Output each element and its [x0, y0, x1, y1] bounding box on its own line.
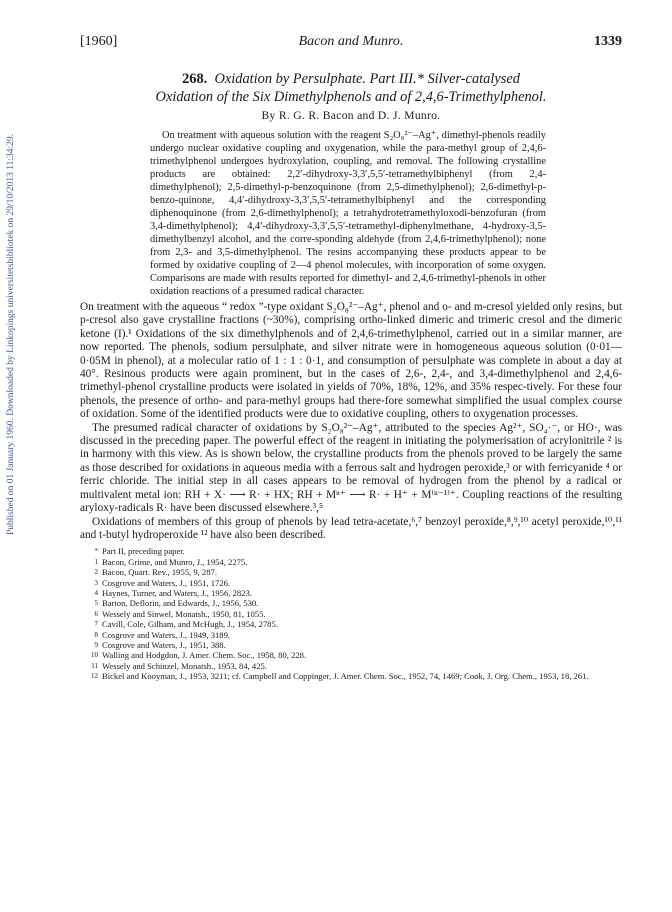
running-header: [80, 34, 622, 52]
footnote-mark: 3: [94, 578, 98, 587]
header-page-number: 1339: [594, 34, 622, 49]
footnote-mark: 1: [94, 557, 98, 566]
footnote-text: Haynes, Turner, and Waters, J., 1956, 2823.: [102, 587, 252, 598]
footnote: [88, 567, 622, 577]
footnote-text: Part II, preceding paper.: [102, 546, 185, 557]
footnote-text: Bacon, Grime, and Munro, J., 1954, 2275.: [102, 556, 248, 567]
footnote-text: Wessely and Schinzel, Monatsh., 1953, 84, 425.: [102, 660, 267, 671]
footnote-mark: 6: [94, 609, 98, 618]
article-number: 268.: [182, 71, 208, 87]
footnote-text: Cosgrove and Waters, J., 1951, 388.: [102, 639, 226, 650]
footnote-text: Bickel and Kooyman, J., 1953, 3211; cf. Campbell and Coppinger, J. Amer. Chem. Soc., 1952, 74, 1469; Cook, J. Org. Chem., 1953, 18, 261.: [102, 671, 589, 682]
footnote-mark: 5: [94, 599, 98, 608]
footnote-text: Cosgrove and Waters, J., 1949, 3189.: [102, 629, 231, 640]
footnote-mark: 10: [91, 651, 98, 660]
footnote: [88, 640, 622, 650]
footnote: [88, 661, 622, 671]
footnote: [88, 671, 622, 681]
footnote-mark: 11: [91, 661, 98, 670]
paragraph: Oxidations of members of this group of phenols by lead tetra-acetate,⁶,⁷ benzoyl peroxide,⁸,⁹,¹⁰ acetyl peroxide,¹⁰,¹¹ and t-butyl hydroperoxide ¹² have also been described.: [80, 515, 622, 541]
footnote-mark: 4: [94, 588, 98, 597]
footnote-text: Cosgrove and Waters, J., 1951, 1726.: [102, 577, 231, 588]
footnote: [88, 650, 622, 660]
footnote-mark: 2: [94, 568, 98, 577]
title-line-1: Oxidation by Persulphate. Part III.* Silver-catalysed: [214, 71, 520, 87]
header-year: [1960]: [80, 34, 118, 49]
footnote-mark: *: [94, 547, 98, 556]
footnote-mark: 9: [94, 640, 98, 649]
footnote: [88, 557, 622, 567]
download-watermark: Published on 01 January 1960. Downloaded by Linkopings universitetsbibliotek on 29/10/2013 11:34:29.: [6, 134, 16, 536]
paragraph: The presumed radical character of oxidations by S₂O₈²⁻–Ag⁺, attributed to the species Ag²⁺, SO₄·⁻, or HO·, was discussed in the preceding paper. The powerful effect of the reagent in initiating the polymerisation of acrylonitrile ² is in harmony with this view. As is shown below, the crystalline products from the phenols proved to be largely the same as those described for oxidations in aqueous media with a ferrous salt and hydrogen peroxide,³ or with ferricyanide ⁴ or ferric chloride. The initial step in all cases appears to be removal of hydrogen from the phenol by a radical or multivalent metal ion: RH + X· ⟶ R· + HX; RH + Mⁿ⁺ ⟶ R· + H⁺ + M⁽ⁿ⁻¹⁾⁺. Coupling reactions of the resulting aryloxy-radicals R· have been discussed elsewhere.³,⁵: [80, 421, 622, 515]
footnote: [88, 546, 622, 556]
header-running-title: Bacon and Munro.: [298, 34, 404, 49]
abstract: On treatment with aqueous solution with the reagent S₂O₈²⁻–Ag⁺, dimethyl-phenols readily undergo nuclear oxidative coupling and oxygenation, while the para-methyl group of 2,4,6-trimethylphenol undergoes hydroxylation, coupling, and removal. The following crystalline products are obtained: 2,2′-dihydroxy-3,3′,5,5′-tetramethylbiphenyl (from 2,4-dimethylphenol); 2,5-dimethyl-p-benzoquinone (from 2,5-dimethylphenol); 2,6-dimethyl-p-benzo-quinone, 4,4′-dihydroxy-3,3′,5,5′-tetramethylbiphenyl and the corresponding diphenoquinone (from 2,6-dimethylphenol); a tetrahydrotetramethyloxodi-benzofuran (from 3,4-dimethylphenol); 4,4′-dihydroxy-3,3′,5,5′-tetramethyl-diphenylmethane, 4-hydroxy-3,5-dimethylbenzyl alcohol, and the corre-sponding aldehyde (from 2,4,6-trimethylphenol); none from 2,3- and 3,5-dimethylphenol. The resins accompanying these products appear to be formed by oxidative coupling of 2—4 phenol molecules, with incorporation of some oxygen. Comparisons are made with results reported for dimethyl- and 2,4,6-trimethyl-phenols in other oxidation reactions of a presumed radical character.: [150, 130, 546, 297]
footnote-mark: 7: [94, 620, 98, 629]
footnote-mark: 12: [91, 672, 98, 681]
footnote: [88, 619, 622, 629]
article-title: [80, 70, 622, 106]
paragraph: On treatment with the aqueous “ redox ”-type oxidant S₂O₈²⁻–Ag⁺, phenol and o- and m-cresol yielded only resins, but p-cresol also gave crystalline fractions (~30%), comprising ortho-linked dimeric and trimeric cresol and the dimeric ketone (I).¹ Oxidations of the six dimethylphenols and of 2,4,6-trimethylphenol, carried out in a similar manner, are now reported. The phenols, sodium persulphate, and silver nitrate were in homogeneous aqueous solution (0·01—0·05M in phenol), at a molecular ratio of 1 : 1 : 0·1, and consumption of persulphate was complete in about a day at 40°. Resinous products were again prominent, but in the cases of 2,6-, 2,4-, and 3,4-dimethylphenol and 2,4,6-trimethyl-phenol crystalline products were isolated in yields of 70%, 18%, 12%, and 35% respec-tively. For these four phenols, the presence of ortho- and para-methyl groups had there-fore somewhat simplified the usual complex course of oxidation. Some of the identified products were due to oxidative coupling, others to oxygenation processes.: [80, 301, 622, 421]
footnote-text: Bacon, Quart. Rev., 1955, 9, 287.: [102, 567, 217, 578]
footnote-text: Barton, Deflorin, and Edwards, J., 1956, 530.: [102, 598, 259, 609]
footnote-mark: 8: [94, 630, 98, 639]
author-line: By R. G. R. Bacon and D. J. Munro.: [261, 109, 441, 122]
footnote: [88, 609, 622, 619]
footnote: [88, 588, 622, 598]
footnote: [88, 630, 622, 640]
footnote-text: Walling and Hodgdon, J. Amer. Chem. Soc., 1958, 80, 228.: [102, 650, 307, 661]
footnote-text: Wessely and Sinwel, Monatsh., 1950, 81, 1055.: [102, 608, 266, 619]
body-text: [80, 301, 622, 542]
paper-page: [80, 34, 622, 682]
title-line-2: Oxidation of the Six Dimethylphenols and of 2,4,6-Trimethylphenol.: [155, 89, 547, 105]
footnote: [88, 598, 622, 608]
footnote-text: Cavill, Cole, Gilham, and McHugh, J., 1954, 2785.: [102, 619, 278, 630]
footnote: [88, 578, 622, 588]
footnotes: [88, 546, 622, 681]
